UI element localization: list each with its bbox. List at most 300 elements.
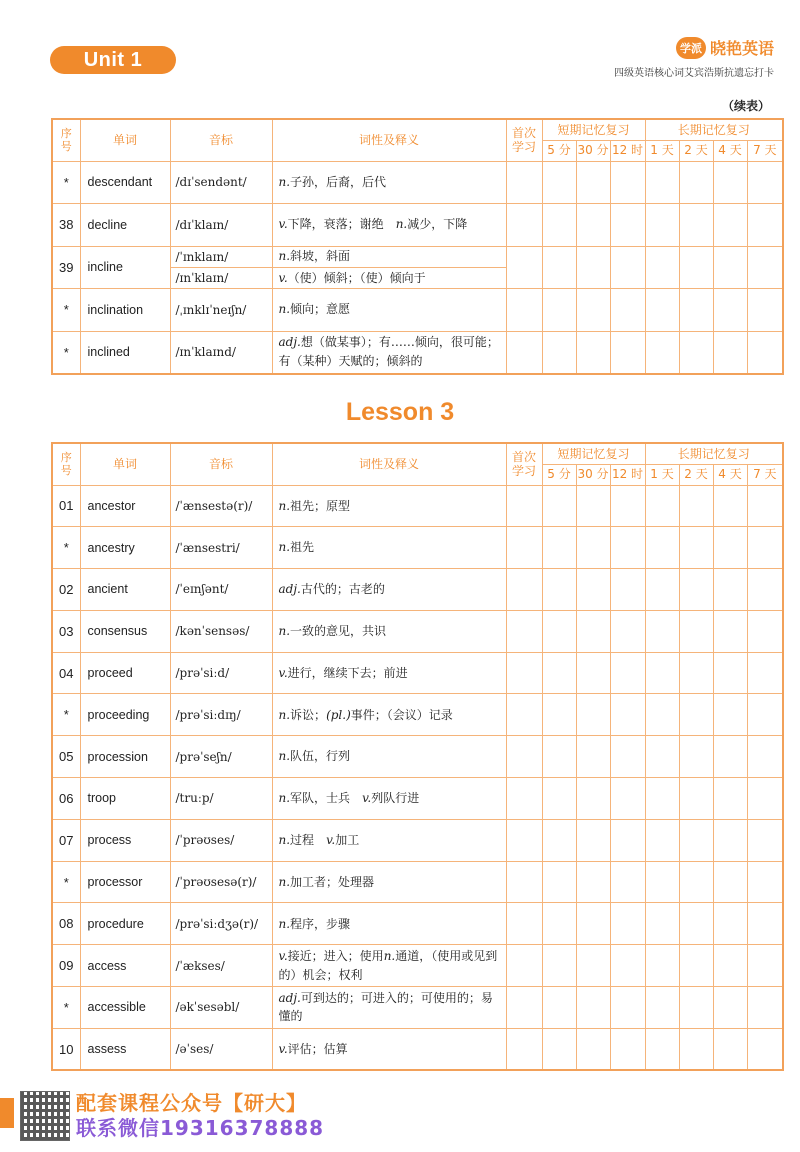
- review-checkbox-cell[interactable]: [747, 289, 783, 332]
- review-checkbox-cell[interactable]: [610, 903, 645, 945]
- review-checkbox-cell[interactable]: [576, 652, 610, 694]
- review-checkbox-cell[interactable]: [645, 903, 679, 945]
- table-row: [52, 652, 783, 694]
- phonetic-cell: /dɪˈklaɪn/: [170, 204, 272, 247]
- review-checkbox-cell[interactable]: [576, 736, 610, 778]
- review-checkbox-cell[interactable]: [679, 778, 713, 820]
- unit-badge: Unit 1: [50, 46, 176, 74]
- column-header-first-study-a: 首次: [511, 125, 536, 140]
- column-header-short-slot: 12 时: [610, 464, 645, 485]
- review-checkbox-cell[interactable]: [713, 161, 747, 204]
- part-of-speech: n.: [278, 749, 291, 764]
- review-checkbox-cell[interactable]: [506, 331, 542, 374]
- review-checkbox-cell[interactable]: [713, 736, 747, 778]
- review-checkbox-cell[interactable]: [576, 331, 610, 374]
- part-of-speech: adj.: [278, 335, 301, 350]
- part-of-speech: adj.: [278, 990, 301, 1005]
- review-checkbox-cell[interactable]: [576, 861, 610, 903]
- review-checkbox-cell[interactable]: [576, 819, 610, 861]
- review-checkbox-cell[interactable]: [713, 819, 747, 861]
- definition-cell: [272, 903, 506, 945]
- review-checkbox-cell[interactable]: [610, 610, 645, 652]
- definition-cell: [272, 161, 506, 204]
- table-row: [52, 527, 783, 569]
- review-checkbox-cell[interactable]: [747, 204, 783, 247]
- review-checkbox-cell[interactable]: [645, 527, 679, 569]
- row-index: *: [52, 694, 80, 736]
- row-index: 03: [52, 610, 80, 652]
- meaning-text: 可到达的；可进入的；可使用的；易懂的: [278, 990, 493, 1024]
- row-index: *: [52, 161, 80, 204]
- review-checkbox-cell[interactable]: [713, 204, 747, 247]
- meaning-text: 军队，士兵: [290, 791, 363, 806]
- review-checkbox-cell[interactable]: [542, 736, 576, 778]
- table-row: [52, 1028, 783, 1070]
- review-checkbox-cell[interactable]: [645, 694, 679, 736]
- word-cell: ancestor: [80, 485, 170, 527]
- column-header-index: [52, 443, 80, 485]
- brand-name: 晓艳英语: [709, 39, 774, 58]
- definition-cell: [272, 527, 506, 569]
- part-of-speech: n.: [278, 302, 291, 317]
- word-cell: processor: [80, 861, 170, 903]
- review-checkbox-cell[interactable]: [542, 861, 576, 903]
- meaning-text: 斜坡，斜面: [290, 249, 351, 264]
- table-row: [52, 161, 783, 204]
- row-index: 08: [52, 903, 80, 945]
- definition-cell: [272, 204, 506, 247]
- review-checkbox-cell[interactable]: [506, 204, 542, 247]
- review-checkbox-cell[interactable]: [506, 289, 542, 332]
- review-checkbox-cell[interactable]: [542, 819, 576, 861]
- review-checkbox-cell[interactable]: [713, 903, 747, 945]
- review-checkbox-cell[interactable]: [645, 819, 679, 861]
- phonetic-cell: /truːp/: [170, 778, 272, 820]
- table-row: [52, 204, 783, 247]
- definition-cell: [272, 861, 506, 903]
- column-header-index: [52, 119, 80, 161]
- meaning-text: 子孙，后裔，后代: [290, 174, 387, 189]
- meaning-text: 进行，继续下去；前进: [287, 665, 408, 680]
- part-of-speech: n.: [278, 174, 291, 189]
- review-checkbox-cell[interactable]: [747, 945, 783, 987]
- phonetic-cell: /ˈprəʊsesə(r)/: [170, 861, 272, 903]
- review-checkbox-cell[interactable]: [542, 569, 576, 611]
- review-checkbox-cell[interactable]: [576, 485, 610, 527]
- review-checkbox-cell[interactable]: [713, 945, 747, 987]
- review-checkbox-cell[interactable]: [610, 569, 645, 611]
- column-header-long-slot: 4 天: [713, 464, 747, 485]
- table-row: [52, 778, 783, 820]
- definition-cell: [272, 485, 506, 527]
- review-checkbox-cell[interactable]: [576, 694, 610, 736]
- review-checkbox-cell[interactable]: [542, 945, 576, 987]
- review-checkbox-cell[interactable]: [542, 289, 576, 332]
- word-cell: descendant: [80, 161, 170, 204]
- review-checkbox-cell[interactable]: [506, 736, 542, 778]
- review-checkbox-cell[interactable]: [506, 610, 542, 652]
- definition-cell: [272, 610, 506, 652]
- phonetic-cell: /ɪnˈklaɪnd/: [170, 331, 272, 374]
- review-checkbox-cell[interactable]: [576, 289, 610, 332]
- review-checkbox-cell[interactable]: [747, 331, 783, 374]
- word-cell: procession: [80, 736, 170, 778]
- review-checkbox-cell[interactable]: [713, 778, 747, 820]
- meaning-text: 一致的意见，共识: [290, 623, 387, 638]
- meaning-text: （使）倾斜；（使）倾向于: [287, 270, 426, 285]
- part-of-speech: n.: [278, 791, 291, 806]
- review-checkbox-cell[interactable]: [542, 485, 576, 527]
- review-checkbox-cell[interactable]: [506, 485, 542, 527]
- review-checkbox-cell[interactable]: [610, 945, 645, 987]
- review-checkbox-cell[interactable]: [645, 778, 679, 820]
- column-header-definition: 词性及释义: [272, 443, 506, 485]
- definition-cell: [272, 819, 506, 861]
- meaning-text: 诉讼；: [290, 707, 327, 722]
- word-cell: troop: [80, 778, 170, 820]
- review-checkbox-cell[interactable]: [542, 1028, 576, 1070]
- review-checkbox-cell[interactable]: [542, 246, 576, 289]
- review-checkbox-cell[interactable]: [576, 527, 610, 569]
- review-checkbox-cell[interactable]: [747, 694, 783, 736]
- review-checkbox-cell[interactable]: [576, 246, 610, 289]
- review-checkbox-cell[interactable]: [679, 569, 713, 611]
- column-header-definition: 词性及释义: [272, 119, 506, 161]
- meaning-text: 想（做某事）；有……倾向，很可能；有（某种）天赋的；倾斜的: [278, 335, 499, 368]
- row-index: 38: [52, 204, 80, 247]
- review-checkbox-cell[interactable]: [506, 778, 542, 820]
- review-checkbox-cell[interactable]: [713, 610, 747, 652]
- review-checkbox-cell[interactable]: [645, 987, 679, 1029]
- review-checkbox-cell[interactable]: [645, 610, 679, 652]
- word-cell: ancestry: [80, 527, 170, 569]
- review-checkbox-cell[interactable]: [679, 610, 713, 652]
- part-of-speech: n.: [395, 217, 408, 232]
- review-checkbox-cell[interactable]: [679, 945, 713, 987]
- column-header-word: 单词: [80, 119, 170, 161]
- part-of-speech: n.: [278, 498, 291, 513]
- part-of-speech: n.: [383, 949, 396, 964]
- review-checkbox-cell[interactable]: [506, 861, 542, 903]
- meaning-text: 古代的；古老的: [300, 582, 385, 597]
- review-checkbox-cell[interactable]: [679, 204, 713, 247]
- review-checkbox-cell[interactable]: [713, 861, 747, 903]
- review-checkbox-cell[interactable]: [542, 778, 576, 820]
- review-checkbox-cell[interactable]: [679, 161, 713, 204]
- review-checkbox-cell[interactable]: [542, 161, 576, 204]
- column-header-long-slot: 4 天: [713, 140, 747, 161]
- review-checkbox-cell[interactable]: [610, 819, 645, 861]
- review-checkbox-cell[interactable]: [679, 527, 713, 569]
- table-row: [52, 694, 783, 736]
- column-header-long-term: 长期记忆复习: [645, 443, 783, 464]
- word-cell: ancient: [80, 569, 170, 611]
- definition-cell: [272, 331, 506, 374]
- column-header-index-char: 号: [60, 140, 72, 154]
- row-index: *: [52, 987, 80, 1029]
- review-checkbox-cell[interactable]: [576, 945, 610, 987]
- column-header-first-study: [506, 443, 542, 485]
- review-checkbox-cell[interactable]: [645, 331, 679, 374]
- table-row: [52, 289, 783, 332]
- review-checkbox-cell[interactable]: [747, 527, 783, 569]
- word-cell: decline: [80, 204, 170, 247]
- review-checkbox-cell[interactable]: [542, 987, 576, 1029]
- meaning-text: 列队行进: [371, 791, 420, 806]
- lesson-title: Lesson 3: [345, 398, 455, 426]
- word-cell: inclination: [80, 289, 170, 332]
- review-checkbox-cell[interactable]: [610, 331, 645, 374]
- review-checkbox-cell[interactable]: [713, 652, 747, 694]
- table-row: [52, 610, 783, 652]
- review-checkbox-cell[interactable]: [610, 246, 645, 289]
- review-checkbox-cell[interactable]: [610, 987, 645, 1029]
- review-checkbox-cell[interactable]: [610, 861, 645, 903]
- word-cell: process: [80, 819, 170, 861]
- review-checkbox-cell[interactable]: [542, 652, 576, 694]
- review-checkbox-cell[interactable]: [679, 331, 713, 374]
- part-of-speech: v.: [278, 270, 288, 285]
- part-of-speech: n.: [278, 707, 291, 722]
- review-checkbox-cell[interactable]: [713, 569, 747, 611]
- definition-cell: [272, 694, 506, 736]
- table-row: [52, 331, 783, 374]
- review-checkbox-cell[interactable]: [645, 289, 679, 332]
- review-checkbox-cell[interactable]: [506, 819, 542, 861]
- qr-code-icon[interactable]: [20, 1091, 70, 1141]
- review-checkbox-cell[interactable]: [506, 161, 542, 204]
- review-checkbox-cell[interactable]: [679, 246, 713, 289]
- table-row: [52, 861, 783, 903]
- review-checkbox-cell[interactable]: [713, 246, 747, 289]
- phonetic-cell: /prəˈseʃn/: [170, 736, 272, 778]
- review-checkbox-cell[interactable]: [645, 736, 679, 778]
- review-checkbox-cell[interactable]: [713, 289, 747, 332]
- review-checkbox-cell[interactable]: [713, 1028, 747, 1070]
- review-checkbox-cell[interactable]: [542, 204, 576, 247]
- part-of-speech: n.: [278, 249, 291, 264]
- review-checkbox-cell[interactable]: [713, 331, 747, 374]
- review-checkbox-cell[interactable]: [747, 652, 783, 694]
- review-checkbox-cell[interactable]: [645, 485, 679, 527]
- word-cell: proceeding: [80, 694, 170, 736]
- row-index: 06: [52, 778, 80, 820]
- meaning-text: 祖先；原型: [290, 498, 351, 513]
- meaning-text: 祖先: [290, 540, 315, 555]
- row-index: 39: [52, 246, 80, 289]
- definition-cell: [272, 246, 506, 267]
- review-checkbox-cell[interactable]: [679, 652, 713, 694]
- word-cell: access: [80, 945, 170, 987]
- meaning-text: 减少，下降: [407, 217, 468, 232]
- review-checkbox-cell[interactable]: [542, 694, 576, 736]
- column-header-short-term: 短期记忆复习: [542, 443, 645, 464]
- definition-cell: [272, 652, 506, 694]
- part-of-speech: v.: [278, 1041, 288, 1056]
- definition-cell: [272, 289, 506, 332]
- review-checkbox-cell[interactable]: [542, 903, 576, 945]
- part-of-speech: v.: [326, 832, 336, 847]
- review-checkbox-cell[interactable]: [713, 987, 747, 1029]
- phonetic-cell: /kənˈsensəs/: [170, 610, 272, 652]
- review-checkbox-cell[interactable]: [679, 903, 713, 945]
- word-cell: consensus: [80, 610, 170, 652]
- row-index: 04: [52, 652, 80, 694]
- review-checkbox-cell[interactable]: [679, 736, 713, 778]
- review-checkbox-cell[interactable]: [506, 1028, 542, 1070]
- row-index: *: [52, 527, 80, 569]
- part-of-speech: n.: [278, 832, 291, 847]
- review-checkbox-cell[interactable]: [747, 485, 783, 527]
- review-checkbox-cell[interactable]: [679, 987, 713, 1029]
- definition-cell: [272, 267, 506, 288]
- review-checkbox-cell[interactable]: [506, 903, 542, 945]
- review-checkbox-cell[interactable]: [576, 1028, 610, 1070]
- review-checkbox-cell[interactable]: [576, 987, 610, 1029]
- review-checkbox-cell[interactable]: [542, 527, 576, 569]
- review-checkbox-cell[interactable]: [610, 204, 645, 247]
- row-index: 09: [52, 945, 80, 987]
- meaning-text: 队伍，行列: [290, 749, 351, 764]
- review-checkbox-cell[interactable]: [645, 569, 679, 611]
- row-index: 02: [52, 569, 80, 611]
- review-checkbox-cell[interactable]: [747, 610, 783, 652]
- phonetic-cell: /əˈses/: [170, 1028, 272, 1070]
- review-checkbox-cell[interactable]: [542, 610, 576, 652]
- review-checkbox-cell[interactable]: [645, 204, 679, 247]
- review-checkbox-cell[interactable]: [645, 945, 679, 987]
- meaning-text: 过程: [290, 832, 327, 847]
- column-header-index-char: 号: [60, 464, 72, 478]
- row-index: *: [52, 289, 80, 332]
- review-checkbox-cell[interactable]: [679, 289, 713, 332]
- column-header-word: 单词: [80, 443, 170, 485]
- review-checkbox-cell[interactable]: [747, 903, 783, 945]
- review-checkbox-cell[interactable]: [576, 204, 610, 247]
- review-checkbox-cell[interactable]: [576, 161, 610, 204]
- column-header-short-slot: 30 分: [576, 140, 610, 161]
- review-checkbox-cell[interactable]: [576, 778, 610, 820]
- review-checkbox-cell[interactable]: [645, 1028, 679, 1070]
- review-checkbox-cell[interactable]: [679, 694, 713, 736]
- review-checkbox-cell[interactable]: [610, 485, 645, 527]
- review-checkbox-cell[interactable]: [610, 527, 645, 569]
- review-checkbox-cell[interactable]: [747, 1028, 783, 1070]
- review-checkbox-cell[interactable]: [645, 652, 679, 694]
- review-checkbox-cell[interactable]: [576, 610, 610, 652]
- definition-cell: [272, 1028, 506, 1070]
- review-checkbox-cell[interactable]: [713, 527, 747, 569]
- review-checkbox-cell[interactable]: [610, 736, 645, 778]
- word-cell: incline: [80, 246, 170, 289]
- review-checkbox-cell[interactable]: [713, 485, 747, 527]
- review-checkbox-cell[interactable]: [747, 987, 783, 1029]
- column-header-short-term: 短期记忆复习: [542, 119, 645, 140]
- table-row: [52, 569, 783, 611]
- review-checkbox-cell[interactable]: [747, 569, 783, 611]
- column-header-phonetic: 音标: [170, 443, 272, 485]
- vocab-table-continued: [51, 118, 784, 375]
- review-checkbox-cell[interactable]: [679, 861, 713, 903]
- review-checkbox-cell[interactable]: [679, 1028, 713, 1070]
- review-checkbox-cell[interactable]: [747, 819, 783, 861]
- review-checkbox-cell[interactable]: [679, 485, 713, 527]
- review-checkbox-cell[interactable]: [506, 569, 542, 611]
- review-checkbox-cell[interactable]: [506, 945, 542, 987]
- review-checkbox-cell[interactable]: [747, 161, 783, 204]
- column-header-short-slot: 5 分: [542, 464, 576, 485]
- review-checkbox-cell[interactable]: [542, 331, 576, 374]
- table-row: [52, 736, 783, 778]
- meaning-text: 通道，（使用或见到的）机会；权利: [278, 949, 498, 982]
- review-checkbox-cell[interactable]: [506, 694, 542, 736]
- review-checkbox-cell[interactable]: [713, 694, 747, 736]
- column-header-phonetic: 音标: [170, 119, 272, 161]
- word-cell: assess: [80, 1028, 170, 1070]
- review-checkbox-cell[interactable]: [747, 246, 783, 289]
- row-index: *: [52, 861, 80, 903]
- meaning-text: 评估；估算: [287, 1041, 348, 1056]
- definition-cell: [272, 736, 506, 778]
- review-checkbox-cell[interactable]: [645, 161, 679, 204]
- phonetic-cell: /prəˈsiːdʒə(r)/: [170, 903, 272, 945]
- review-checkbox-cell[interactable]: [610, 289, 645, 332]
- review-checkbox-cell[interactable]: [747, 736, 783, 778]
- part-of-speech: n.: [278, 874, 291, 889]
- review-checkbox-cell[interactable]: [576, 903, 610, 945]
- review-checkbox-cell[interactable]: [679, 819, 713, 861]
- review-checkbox-cell[interactable]: [506, 246, 542, 289]
- phonetic-cell: /ˈeɪnʃənt/: [170, 569, 272, 611]
- review-checkbox-cell[interactable]: [747, 778, 783, 820]
- brand-icon: 学派: [676, 37, 706, 59]
- review-checkbox-cell[interactable]: [610, 778, 645, 820]
- word-cell: accessible: [80, 987, 170, 1029]
- column-header-long-slot: 2 天: [679, 464, 713, 485]
- review-checkbox-cell[interactable]: [610, 1028, 645, 1070]
- part-of-speech: v.: [278, 949, 288, 964]
- phonetic-cell: /ˈprəʊses/: [170, 819, 272, 861]
- column-header-index-char: 序: [60, 127, 72, 141]
- column-header-long-term: 长期记忆复习: [645, 119, 783, 140]
- review-checkbox-cell[interactable]: [645, 861, 679, 903]
- word-cell: inclined: [80, 331, 170, 374]
- phonetic-cell: /ɪnˈklaɪn/: [170, 267, 272, 288]
- meaning-text: 加工者；处理器: [290, 874, 375, 889]
- review-checkbox-cell[interactable]: [610, 652, 645, 694]
- phonetic-cell: /ˈɪnklaɪn/: [170, 246, 272, 267]
- footer-promo: [20, 1088, 324, 1144]
- review-checkbox-cell[interactable]: [506, 652, 542, 694]
- phonetic-cell: /prəˈsiːd/: [170, 652, 272, 694]
- review-checkbox-cell[interactable]: [576, 569, 610, 611]
- row-index: *: [52, 331, 80, 374]
- review-checkbox-cell[interactable]: [506, 987, 542, 1029]
- meaning-text: 下降，衰落；谢绝: [287, 217, 396, 232]
- word-cell: procedure: [80, 903, 170, 945]
- review-checkbox-cell[interactable]: [747, 861, 783, 903]
- review-checkbox-cell[interactable]: [645, 246, 679, 289]
- review-checkbox-cell[interactable]: [506, 527, 542, 569]
- meaning-text: 接近；进入；使用: [287, 949, 384, 964]
- review-checkbox-cell[interactable]: [610, 161, 645, 204]
- phonetic-cell: /prəˈsiːdɪŋ/: [170, 694, 272, 736]
- row-index: 07: [52, 819, 80, 861]
- table-row: [52, 246, 783, 267]
- phonetic-cell: /dɪˈsendənt/: [170, 161, 272, 204]
- review-checkbox-cell[interactable]: [610, 694, 645, 736]
- vocab-table-lesson: [51, 442, 784, 1071]
